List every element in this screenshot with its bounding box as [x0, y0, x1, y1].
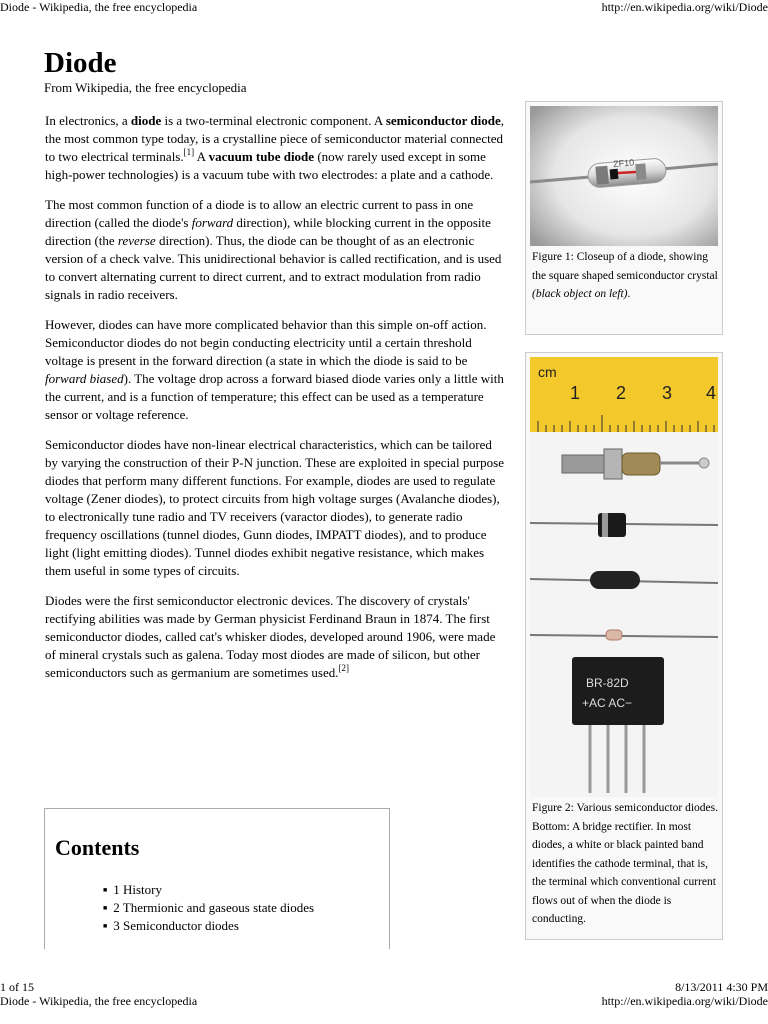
figure-1-caption: Figure 1: Closeup of a diode, showing the square shaped semiconductor crystal (black object on left). [532, 251, 718, 300]
print-footer-datetime: 8/13/2011 4:30 PM [675, 980, 768, 994]
reference-link[interactable]: [2] [338, 663, 350, 673]
bridge-label: +AC AC− [582, 696, 633, 710]
figure-2 [525, 352, 723, 940]
paragraph-history: Diodes were the first semiconductor electronic devices. The discovery of crystals' rectifying abilities was made by German physicist Ferdinand Braun in 1874. The first semiconductor diodes, called cat's whisker diodes, developed around 1906, were made of mineral crystals such as galena. Today most diodes are made of silicon, but other semiconductors such as germanium are sometimes used.[2] [45, 593, 496, 680]
ruler-number: 2 [616, 383, 627, 403]
ruler-number: 1 [570, 383, 581, 403]
page-title: Diode [44, 47, 117, 79]
various-diodes-image[interactable] [530, 357, 718, 797]
term-diode: diode [130, 113, 162, 128]
toc-item-thermionic[interactable]: ■ 2 Thermionic and gaseous state diodes [103, 899, 314, 917]
term-semiconductor-diode: semiconductor diode [385, 113, 501, 128]
print-header-url: http://en.wikipedia.org/wiki/Diode [601, 0, 768, 14]
toc-item-history[interactable]: ■ 1 History [103, 881, 314, 899]
paragraph-nonlinear: Semiconductor diodes have non-linear electrical characteristics, which can be tailored by varying the construction of their P-N junction. These are exploited in special purpose diodes that perform many different functions. For example, diodes are used to regulate voltage (Zener diodes), to protect circuits from high voltage surges (Avalanche diodes), to electronically tune radio and TV receivers (varactor diodes), to generate radio frequency oscillations (tunnel diodes, Gunn diodes, IMPATT diodes), and to produce light (light emitting diodes). Tunnel diodes exhibit negative resistance, which makes them useful in some types of circuits. [45, 437, 504, 578]
paragraph-function: The most common function of a diode is to allow an electric current to pass in one direction (called the diode's forward direction), while blocking current in the opposite direction (the reverse direction). Thus, the diode can be thought of as an electronic version of a check valve. This unidirectional behavior is called rectification, and is used to convert alternating current to direct current, and to extract modulation from radio signals in radio receivers. [45, 197, 502, 302]
table-of-contents [44, 808, 390, 949]
toc-list [103, 881, 314, 935]
toc-title: Contents [55, 835, 140, 860]
figure-1 [525, 101, 723, 335]
print-footer-page: 1 of 15 [0, 980, 34, 994]
bridge-label: BR-82D [586, 676, 629, 690]
article-body [45, 112, 507, 694]
toc-item-semiconductor[interactable]: ■ 3 Semiconductor diodes [103, 917, 314, 935]
paragraph-intro: In electronics, a diode is a two-terminal electronic component. A semiconductor diode, the most common type today, is a crystalline piece of semiconductor material connected to two electrical terminals.[1] A vacuum tube diode (now rarely used except in some high-power technologies) is a vacuum tube with two electrodes: a plate and a cathode. [45, 113, 505, 182]
ruler-unit: cm [538, 364, 557, 380]
diode-marking-text: ZF10 [612, 157, 635, 170]
paragraph-threshold: However, diodes can have more complicated behavior than this simple on-off action. Semiconductor diodes do not begin conducting electricity until a certain threshold voltage is present in the forward direction (a state in which the diode is said to be forward biased). The voltage drop across a forward biased diode varies only a little with the current, and is a function of temperature; this effect can be used as a temperature sensor or voltage reference. [45, 317, 504, 422]
diode-closeup-image[interactable] [530, 106, 718, 246]
page-subtitle: From Wikipedia, the free encyclopedia [44, 80, 247, 95]
ruler-number: 3 [662, 383, 673, 403]
print-footer-url: http://en.wikipedia.org/wiki/Diode [601, 994, 768, 1008]
term-vacuum-tube-diode: vacuum tube diode [208, 149, 315, 164]
reference-link[interactable]: [1] [183, 147, 195, 157]
print-footer-title: Diode - Wikipedia, the free encyclopedia [0, 994, 198, 1008]
figure-2-caption: Figure 2: Various semiconductor diodes. Bottom: A bridge rectifier. In most diodes, a white or black painted band identifies the cathode terminal, that is, the terminal which conventional current flows out of when the diode is conducting. [532, 802, 718, 925]
print-header-title: Diode - Wikipedia, the free encyclopedia [0, 0, 198, 14]
ruler-number: 4 [706, 383, 717, 403]
